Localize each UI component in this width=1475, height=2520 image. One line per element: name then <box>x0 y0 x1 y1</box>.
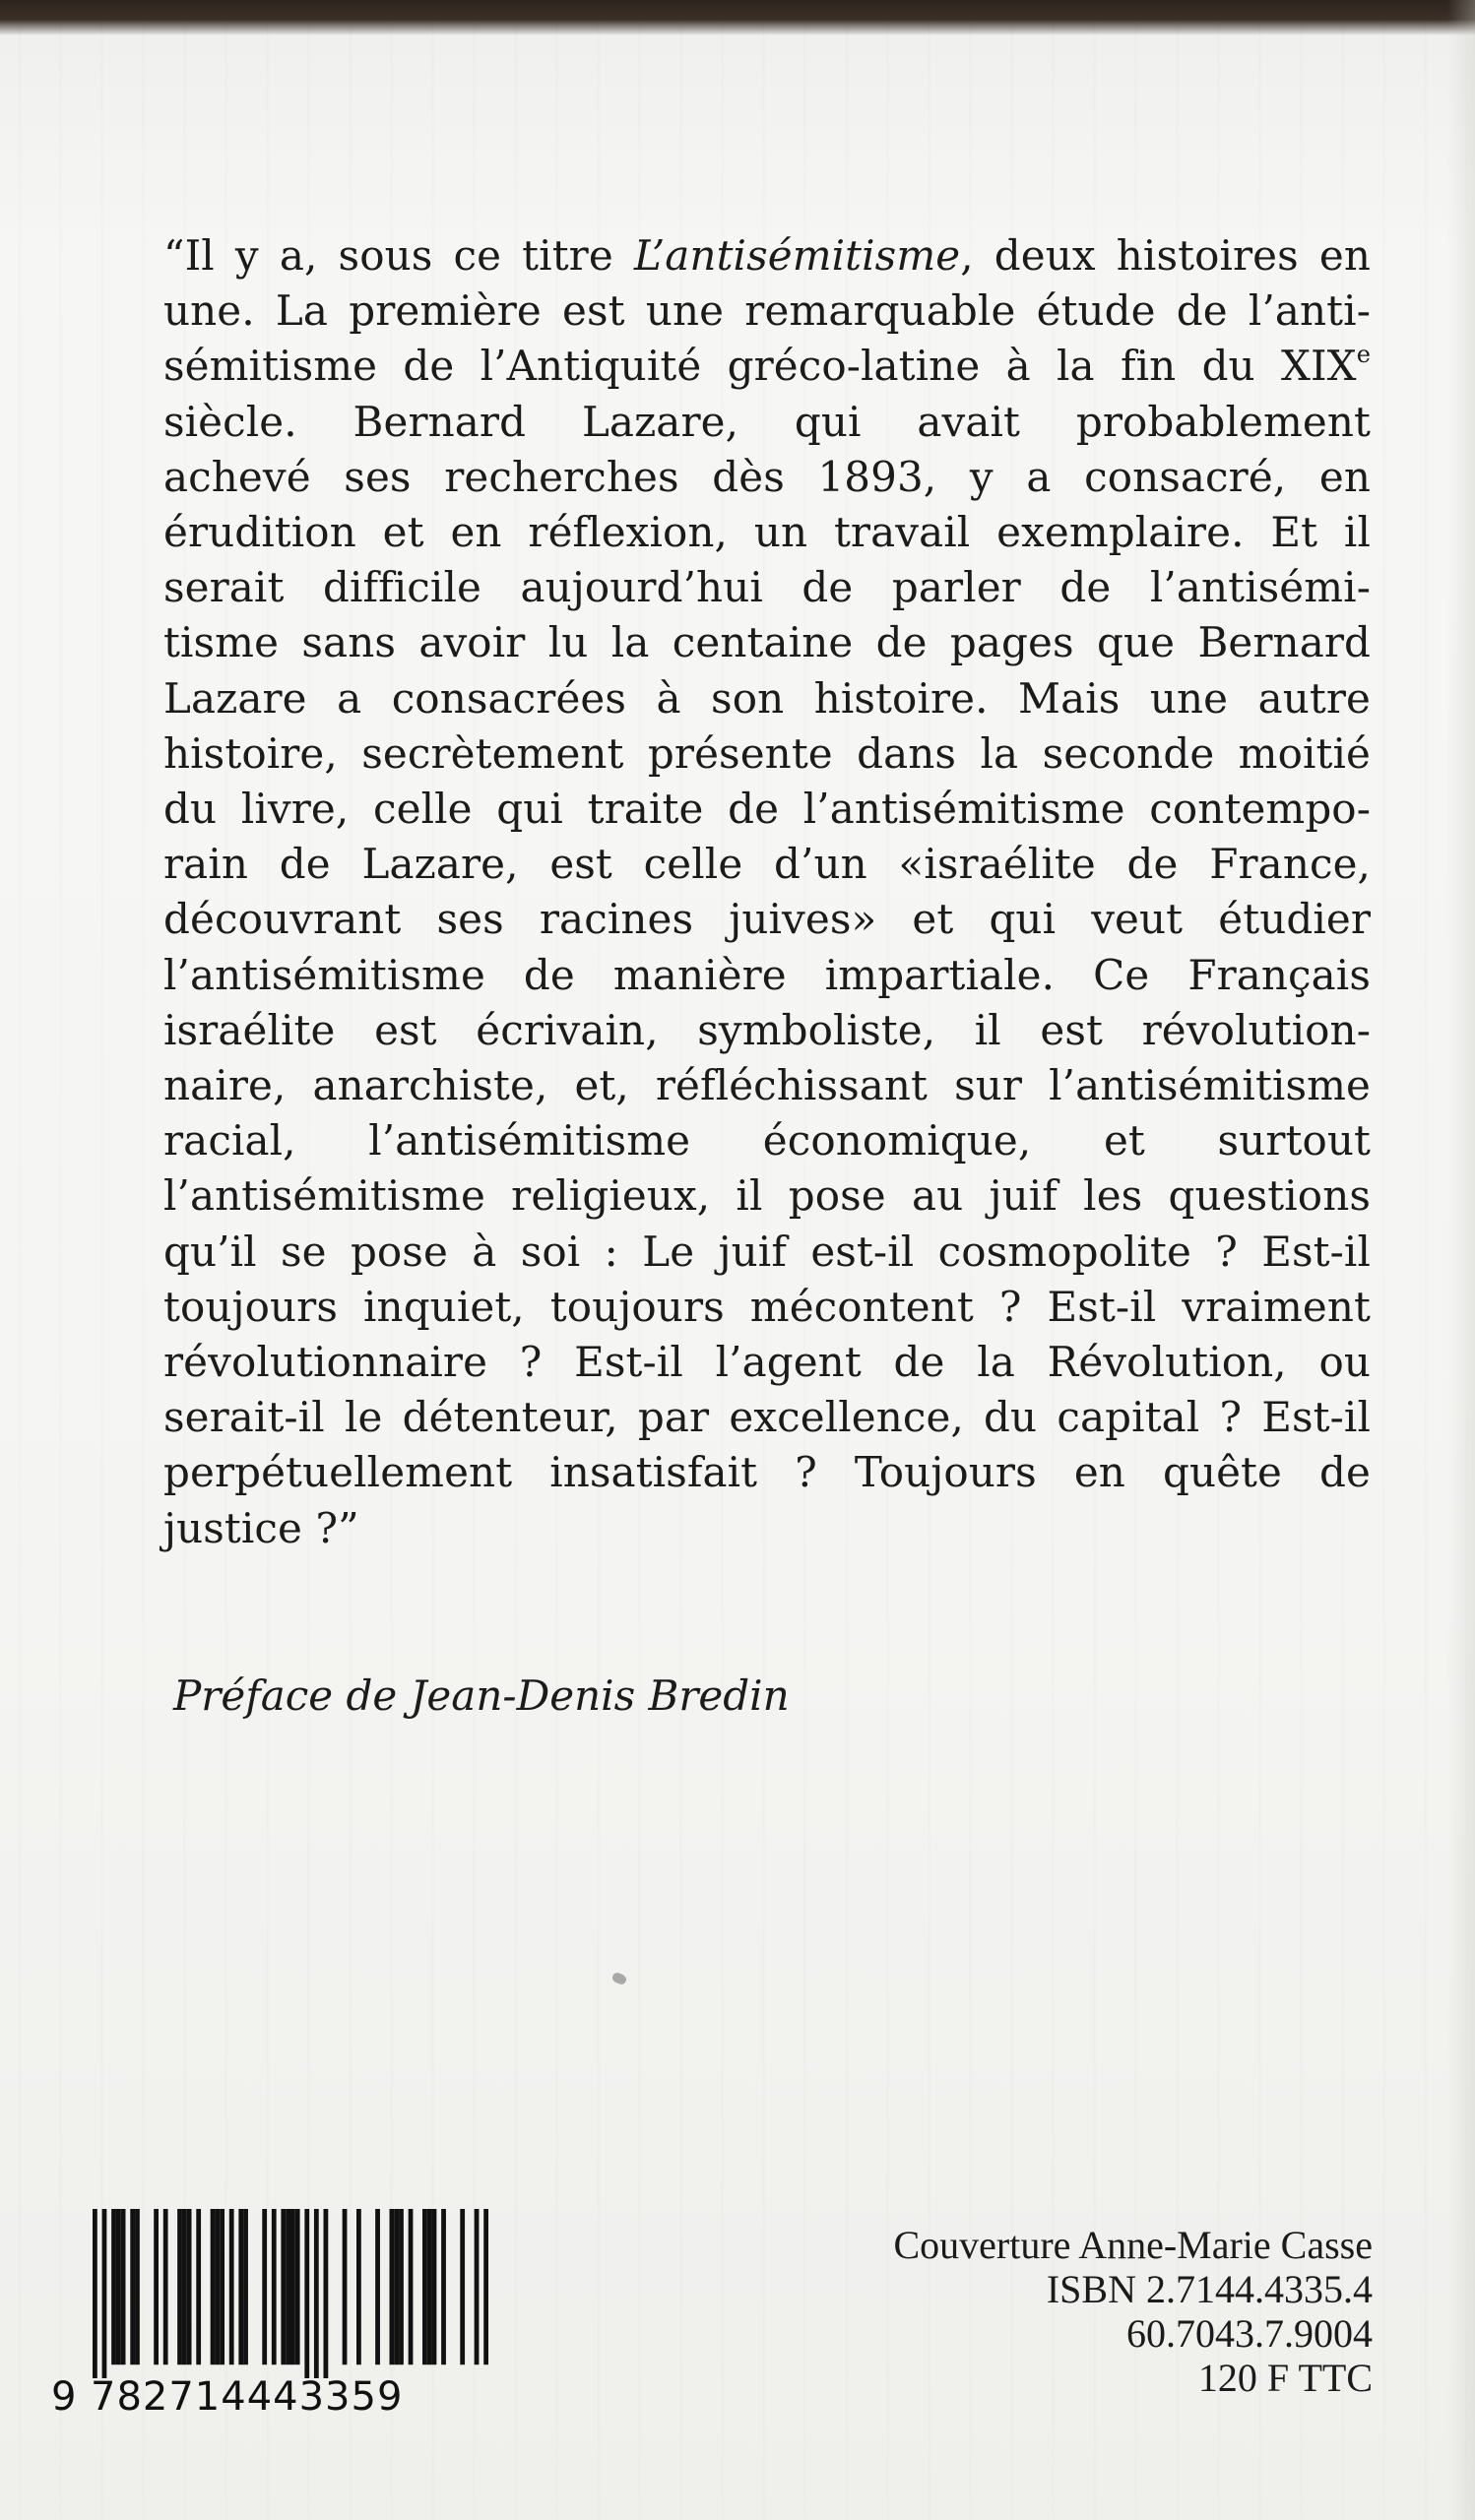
quote-line: naire, anarchiste, et, réfléchissant sur l’antisémitisme <box>163 1061 1371 1110</box>
quote-line: perpétuellement insatisfait ? Toujours en quête de <box>163 1448 1371 1497</box>
barcode-bar <box>475 2209 480 2364</box>
barcode-bar <box>399 2209 404 2364</box>
barcode-bar <box>102 2209 107 2378</box>
quote-line: serait-il le détenteur, par excellence, du capital ? Est-il <box>163 1393 1371 1442</box>
quote-line: siècle. Bernard Lazare, qui avait probablement <box>163 397 1371 446</box>
cover-credit: Couverture Anne-Marie Casse <box>893 2223 1373 2267</box>
barcode-bar <box>196 2209 201 2364</box>
quote-line: tisme sans avoir lu la centaine de pages que Bernard <box>163 618 1371 667</box>
quote-line: l’antisémitisme de manière impartiale. Ce Français <box>163 950 1371 999</box>
barcode-bar <box>211 2209 216 2364</box>
barcode-bar <box>290 2209 295 2364</box>
barcode-bar <box>262 2209 267 2364</box>
barcode-bar <box>238 2209 243 2364</box>
barcode-bar <box>272 2209 277 2364</box>
barcode-bar <box>483 2209 488 2364</box>
quote-line: l’antisémitisme religieux, il pose au juif les questions <box>163 1171 1371 1221</box>
quote-line: israélite est écrivain, symboliste, il est révolution- <box>163 1005 1371 1054</box>
quote-line: serait difficile aujourd’hui de parler de l’antisémi- <box>163 563 1371 612</box>
barcode-bar <box>187 2209 192 2364</box>
barcode-bar <box>154 2209 159 2364</box>
barcode-bar <box>314 2209 319 2378</box>
barcode-bar <box>432 2209 437 2364</box>
barcode-bar <box>243 2209 248 2364</box>
barcode-bar <box>356 2209 361 2364</box>
century-superscript: e <box>1356 341 1371 369</box>
barcode-bar <box>281 2209 286 2364</box>
quote-line: histoire, secrètement présente dans la seconde moitié <box>163 728 1371 778</box>
quote-line: rain de Lazare, est celle d’un «israélite de France, <box>163 840 1371 889</box>
barcode-bar <box>182 2209 187 2364</box>
quote-line: du livre, celle qui traite de l’antisémitisme contempo- <box>163 785 1371 834</box>
quote-line: une. La première est une remarquable étude de l’anti- <box>163 286 1371 336</box>
barcode-bar <box>130 2209 135 2364</box>
barcode-bar <box>324 2209 329 2378</box>
isbn-barcode <box>51 2209 496 2426</box>
barcode-bar <box>394 2209 399 2364</box>
barcode-bar <box>427 2209 432 2364</box>
barcode-bar <box>177 2209 182 2364</box>
quote-line: toujours inquiet, toujours mécontent ? Est-il vraiment <box>163 1282 1371 1331</box>
barcode-bar <box>295 2209 300 2364</box>
barcode-bar <box>220 2209 224 2364</box>
imprint-block <box>893 2223 1373 2400</box>
catalog-code: 60.7043.7.9004 <box>1126 2311 1373 2356</box>
quote-line: achevé ses recherches dès 1893, y a consacré, en <box>163 452 1371 501</box>
barcode-bar <box>422 2209 427 2364</box>
barcode-bar <box>441 2209 446 2364</box>
quote-line: découvrant ses racines juives» et qui veut étudier <box>163 895 1371 944</box>
quote-line: qu’il se pose à soi : Le juif est-il cosmopolite ? Est-il <box>163 1227 1371 1276</box>
blurb-quote <box>163 228 1371 1556</box>
barcode-digits: 782714443359 <box>91 2374 404 2420</box>
barcode-bars <box>93 2209 488 2378</box>
barcode-bar <box>304 2209 309 2378</box>
quote-line: racial, l’antisémitisme économique, et surtout <box>163 1116 1371 1166</box>
barcode-bar <box>409 2209 414 2364</box>
price-text: 120 F TTC <box>1197 2356 1373 2400</box>
barcode-bar <box>390 2209 395 2364</box>
quote-line: sémitisme de l’Antiquité gréco-latine à la fin du XIXe <box>163 341 1371 391</box>
barcode-bar <box>121 2209 126 2364</box>
barcode-bar <box>93 2209 97 2378</box>
barcode-bar <box>163 2209 168 2364</box>
preface-credit: Préface de Jean-Denis Bredin <box>173 1671 790 1720</box>
quote-line-1: “Il y a, sous ce titre L’antisémitisme, deux histoires en <box>163 231 1371 280</box>
barcode-bar <box>229 2209 234 2364</box>
quote-line: révolutionnaire ? Est-il l’agent de la Révolution, ou <box>163 1338 1371 1387</box>
quote-line-last: justice ?” <box>163 1503 359 1552</box>
barcode-bar <box>286 2209 290 2364</box>
cover-right-edge <box>1447 0 1475 2520</box>
quote-line: érudition et en réflexion, un travail exemplaire. Et il <box>163 508 1371 557</box>
barcode-bar <box>215 2209 220 2364</box>
book-title: L’antisémitisme <box>633 231 961 280</box>
quote-line: Lazare a consacrées à son histoire. Mais une autre <box>163 673 1371 723</box>
barcode-bar <box>111 2209 116 2364</box>
barcode-lead-digit: 9 <box>51 2374 78 2420</box>
isbn-text: ISBN 2.7144.4335.4 <box>1046 2267 1373 2311</box>
barcode-bar <box>460 2209 465 2364</box>
barcode-bar <box>116 2209 121 2364</box>
cover-top-edge <box>0 0 1475 35</box>
barcode-number <box>51 2374 403 2420</box>
barcode-bar <box>135 2209 140 2364</box>
barcode-bar <box>343 2209 348 2364</box>
barcode-bar <box>375 2209 380 2364</box>
paper-speck <box>611 1972 628 1986</box>
